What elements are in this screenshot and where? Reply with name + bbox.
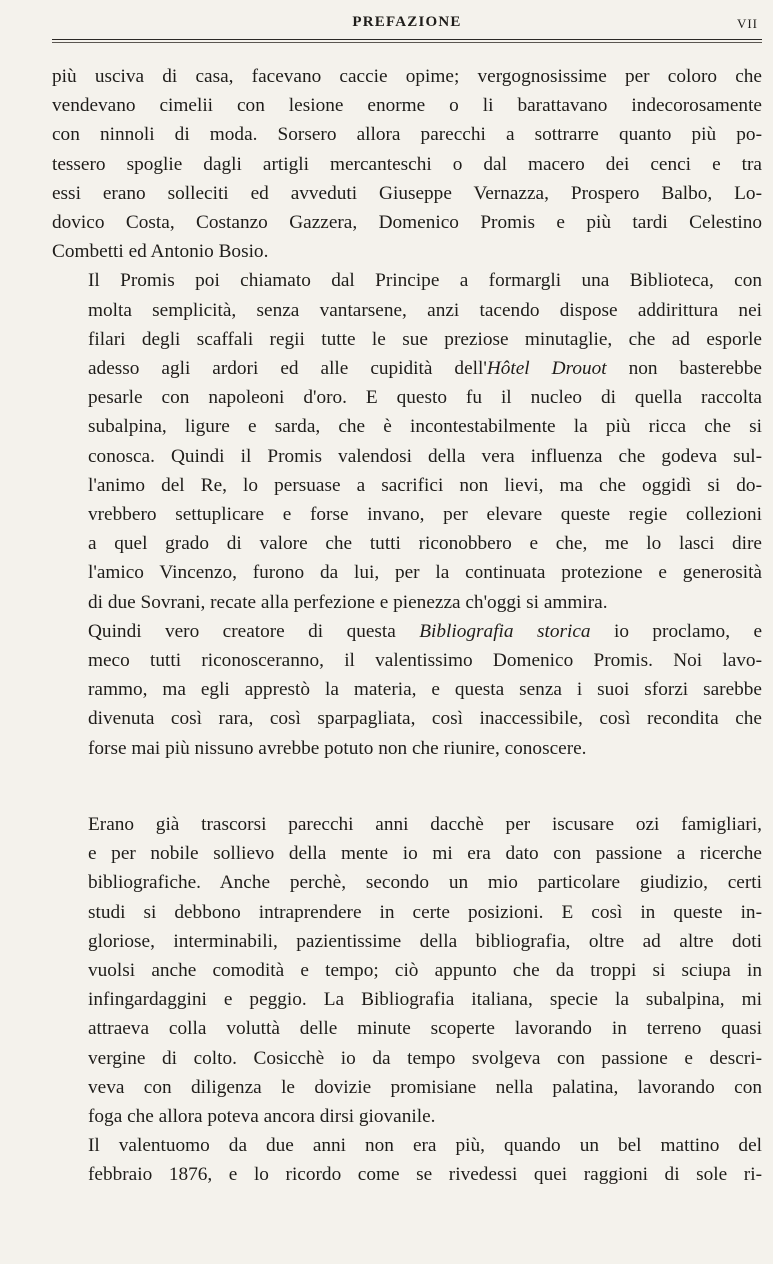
paragraph — [52, 810, 762, 1131]
text-line: vendevano cimelii con lesione enorme o li barattavano indecorosamente — [52, 95, 762, 117]
text-line: divenuta così rara, così sparpagliata, così inaccessibile, così recondita che — [88, 708, 762, 730]
text-line: gloriose, interminabili, pazientissime della bibliografia, oltre ad altre doti — [88, 930, 762, 952]
text-line: foga che allora poteva ancora dirsi giovanile. — [88, 1106, 436, 1128]
text-line: Erano già trascorsi parecchi anni dacchè per iscusare ozi famigliari, — [88, 814, 762, 835]
text-line: conosca. Quindi il Promis valendosi della vera influenza che godeva sul- — [88, 445, 762, 467]
text-line: filari degli scaffali regii tutte le sue preziose minutaglie, che ad esporle — [88, 328, 762, 350]
text-fragment: adesso agli ardori ed alle cupidità dell' — [88, 358, 487, 380]
text-line: vrebbero settuplicare e forse invano, per elevare queste regie collezioni — [88, 504, 762, 526]
text-fragment: non basterebbe — [606, 358, 762, 380]
text-line: infingardaggini e peggio. La Bibliografia italiana, specie la subalpina, mi — [88, 989, 762, 1011]
text-line: rammo, ma egli apprestò la materia, e questa senza i suoi sforzi sarebbe — [88, 679, 762, 701]
text-line: tessero spoglie dagli artigli mercanteschi o dal macero dei cenci e tra — [52, 153, 762, 175]
text-line: Combetti ed Antonio Bosio. — [52, 241, 269, 263]
paragraph — [52, 617, 762, 763]
text-line: subalpina, ligure e sarda, che è incontestabilmente la più ricca che si — [88, 416, 762, 438]
header-rule — [52, 39, 762, 40]
text-line: Il valentuomo da due anni non era più, quando un bel mattino del — [88, 1135, 762, 1157]
text-line: con ninnoli di moda. Sorsero allora parecchi a sottrarre quanto più po- — [52, 124, 762, 146]
text-line: più usciva di casa, facevano caccie opime; vergognosissime per coloro che — [52, 66, 762, 87]
paragraph — [52, 62, 762, 266]
running-header — [52, 14, 762, 38]
text-section-2 — [52, 810, 762, 1190]
text-line — [52, 354, 762, 383]
text-line: veva con diligenza le dovizie promisiane nella palatina, lavorando con — [88, 1076, 762, 1098]
text-line: meco tutti riconosceranno, il valentissimo Domenico Promis. Noi lavo- — [88, 650, 762, 672]
text-line: e per nobile sollievo della mente io mi era dato con passione a ricerche — [88, 843, 762, 865]
text-fragment: io proclamo, e — [590, 620, 763, 642]
text-line: a quel grado di valore che tutti riconobbero e che, me lo lasci dire — [88, 533, 762, 555]
text-line: pesarle con napoleoni d'oro. E questo fu il nucleo di quella raccolta — [88, 387, 762, 409]
text-line: essi erano solleciti ed avveduti Giuseppe Vernazza, Prospero Balbo, Lo- — [52, 182, 762, 204]
text-line: forse mai più nissuno avrebbe potuto non che riunire, conoscere. — [88, 737, 587, 759]
text-line: Il Promis poi chiamato dal Principe a formargli una Biblioteca, con — [88, 270, 762, 292]
text-line: studi si debbono intraprendere in certe posizioni. E così in queste in- — [88, 901, 762, 923]
text-line: vergine di colto. Cosicchè io da tempo svolgeva con passione e descri- — [88, 1047, 762, 1069]
text-line: attraeva colla voluttà delle minute scoperte lavorando in terreno quasi — [88, 1018, 762, 1040]
text-line: febbraio 1876, e lo ricordo come se rivedessi quei raggioni di sole ri- — [88, 1164, 762, 1186]
text-line: l'animo del Re, lo persuase a sacrifici non lievi, ma che oggidì si do- — [88, 474, 762, 496]
text-line: molta semplicità, senza vantarsene, anzi tacendo dispose addirittura nei — [88, 299, 762, 321]
paragraph — [52, 266, 762, 616]
italic-phrase: Hôtel Drouot — [486, 358, 607, 380]
paragraph — [52, 1131, 762, 1189]
text-line — [52, 617, 762, 646]
text-line: di due Sovrani, recate alla perfezione e pienezza ch'oggi si ammira. — [88, 591, 608, 613]
text-fragment: Quindi vero creatore di questa — [88, 620, 396, 642]
text-section-1 — [52, 62, 762, 763]
page-number: VII — [736, 16, 758, 31]
running-title: PREFAZIONE — [352, 14, 462, 30]
text-line: vuolsi anche comodità e tempo; ciò appunto che da troppi si sciupa in — [88, 960, 762, 982]
text-line: bibliografiche. Anche perchè, secondo un mio particolare giudizio, certi — [88, 872, 762, 894]
text-line: l'amico Vincenzo, furono da lui, per la continuata protezione e generosità — [88, 562, 762, 584]
italic-phrase: Bibliografia storica — [419, 620, 591, 642]
text-line: dovico Costa, Costanzo Gazzera, Domenico Promis e più tardi Celestino — [52, 212, 762, 234]
header-rule-secondary — [52, 42, 762, 43]
